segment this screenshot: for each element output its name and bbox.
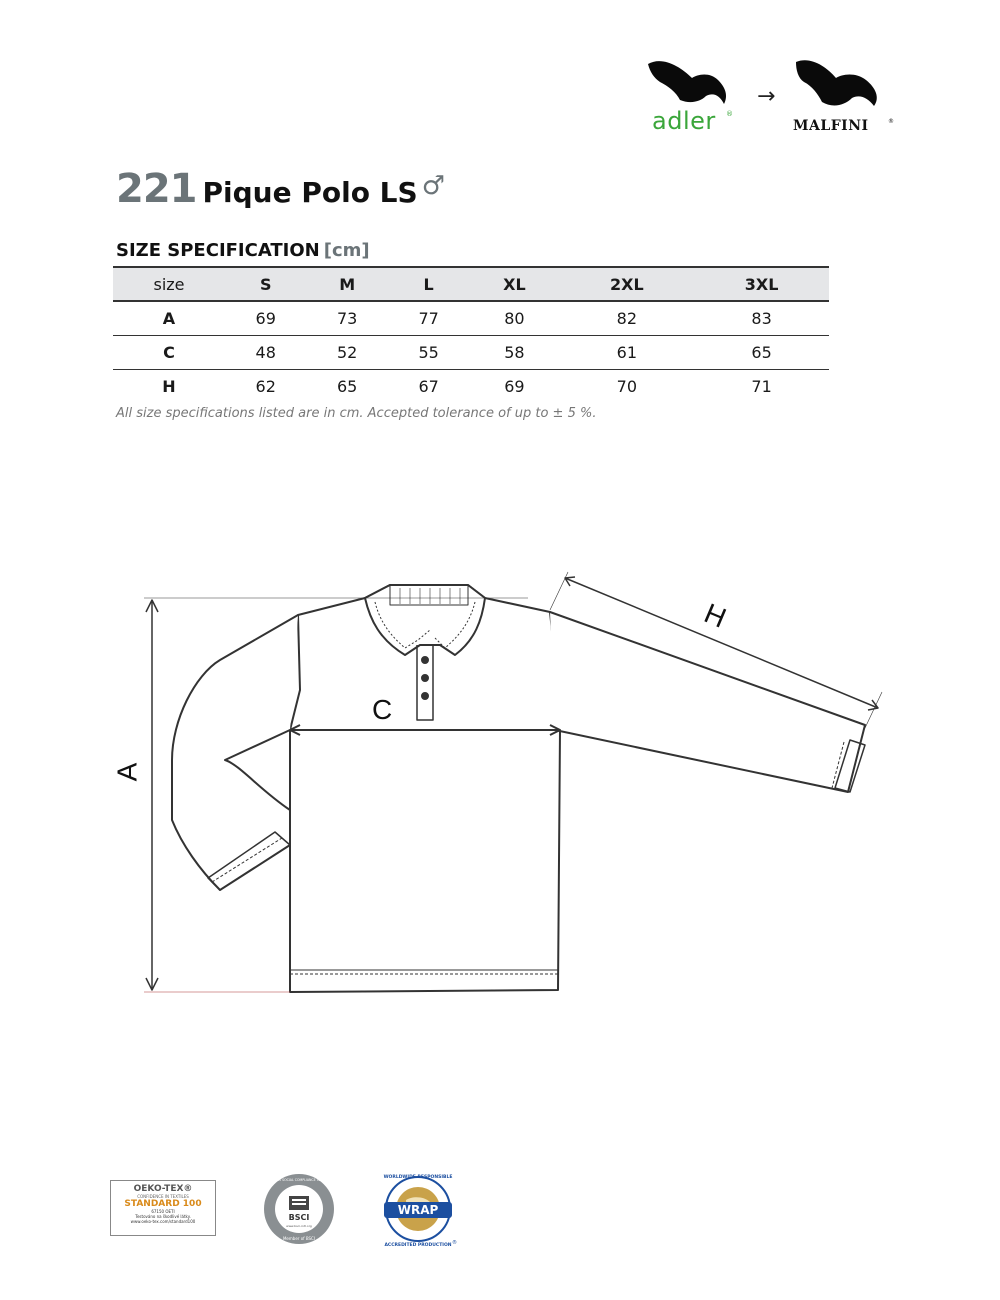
oeko-url: www.oeko-tex.com/standard100 [130,1219,196,1224]
size-spec-heading [116,240,370,261]
brand-header [640,52,900,142]
header-size-2xl: 2XL [610,274,644,294]
table-row [113,335,829,369]
malfini-logo-text: MALFINI [793,118,869,134]
product-title [116,166,445,212]
table-header-row [113,267,829,301]
product-name: Pique Polo LS [202,176,418,209]
table-cell: 73 [337,308,358,328]
dimension-label-h: H [699,597,731,634]
oeko-title: OEKO-TEX® [133,1184,193,1194]
header-size: size [153,274,185,294]
table-cell: 71 [751,376,772,396]
table-cell: 80 [504,308,525,328]
long-sleeve-polo-icon [100,560,900,1010]
header-size-xl: XL [503,274,526,294]
table-cell: 65 [751,342,772,362]
table-cell: 65 [337,376,358,396]
bsci-badge [262,1172,336,1246]
table-cell: 52 [337,342,358,362]
table-row [113,369,829,403]
table-cell: 48 [255,342,276,362]
row-key: A [162,308,176,328]
arrow-icon: → [757,84,776,109]
product-code: 221 [116,166,197,212]
table-cell: 67 [418,376,439,396]
oeko-subtitle: CONFIDENCE IN TEXTILES [137,1194,189,1199]
garment-diagram [100,560,900,1010]
oeko-number: 67150 OETI [151,1209,175,1214]
header-size-s: S [259,274,272,294]
wrap-center: WRAP [397,1203,439,1217]
wrap-badge [376,1170,460,1248]
header-size-m: M [339,274,356,294]
male-icon: ♂ [421,171,445,201]
row-key: C [163,342,175,362]
table-cell: 69 [504,376,525,396]
dimension-label-a: A [111,762,143,782]
row-key: H [162,376,176,396]
oeko-tested: Testováno na škodlivé látky. [135,1214,191,1219]
table-cell: 62 [255,376,276,396]
table-cell: 61 [616,342,638,362]
registered-mark: ® [726,110,733,118]
size-spec-unit: [cm] [323,240,370,261]
size-spec-title: SIZE SPECIFICATION [116,240,320,261]
table-cell: 77 [418,308,439,328]
header-size-l: L [423,274,434,294]
table-cell: 58 [504,342,525,362]
oeko-standard: STANDARD 100 [124,1199,202,1209]
wrap-top: WORLDWIDE RESPONSIBLE [383,1175,453,1180]
bsci-ring-text: BUSINESS SOCIAL COMPLIANCE INITIATIVE [265,1178,333,1182]
bsci-center: BSCI [288,1213,310,1222]
wrap-bottom: ACCREDITED PRODUCTION [384,1243,452,1248]
header-size-3xl: 3XL [744,274,779,294]
table-cell: 82 [616,308,638,328]
table-cell: 69 [255,308,276,328]
size-table [113,266,829,403]
registered-mark: ® [888,118,894,125]
table-row [113,301,829,335]
dimension-label-c: C [372,694,393,725]
certification-badges [110,1170,470,1250]
bsci-url: www.bsci-intl.org [286,1224,312,1228]
table-cell: 70 [616,376,638,396]
bsci-member: Member of BSCI [282,1236,316,1241]
adler-logo-text: adler [652,107,716,135]
table-cell: 83 [751,308,772,328]
registered-mark: ® [452,1240,457,1246]
tolerance-note: All size specifications listed are in cm. Accepted tolerance of up to ± 5 %. [116,406,597,421]
oeko-tex-badge [110,1180,216,1236]
table-cell: 55 [418,342,439,362]
